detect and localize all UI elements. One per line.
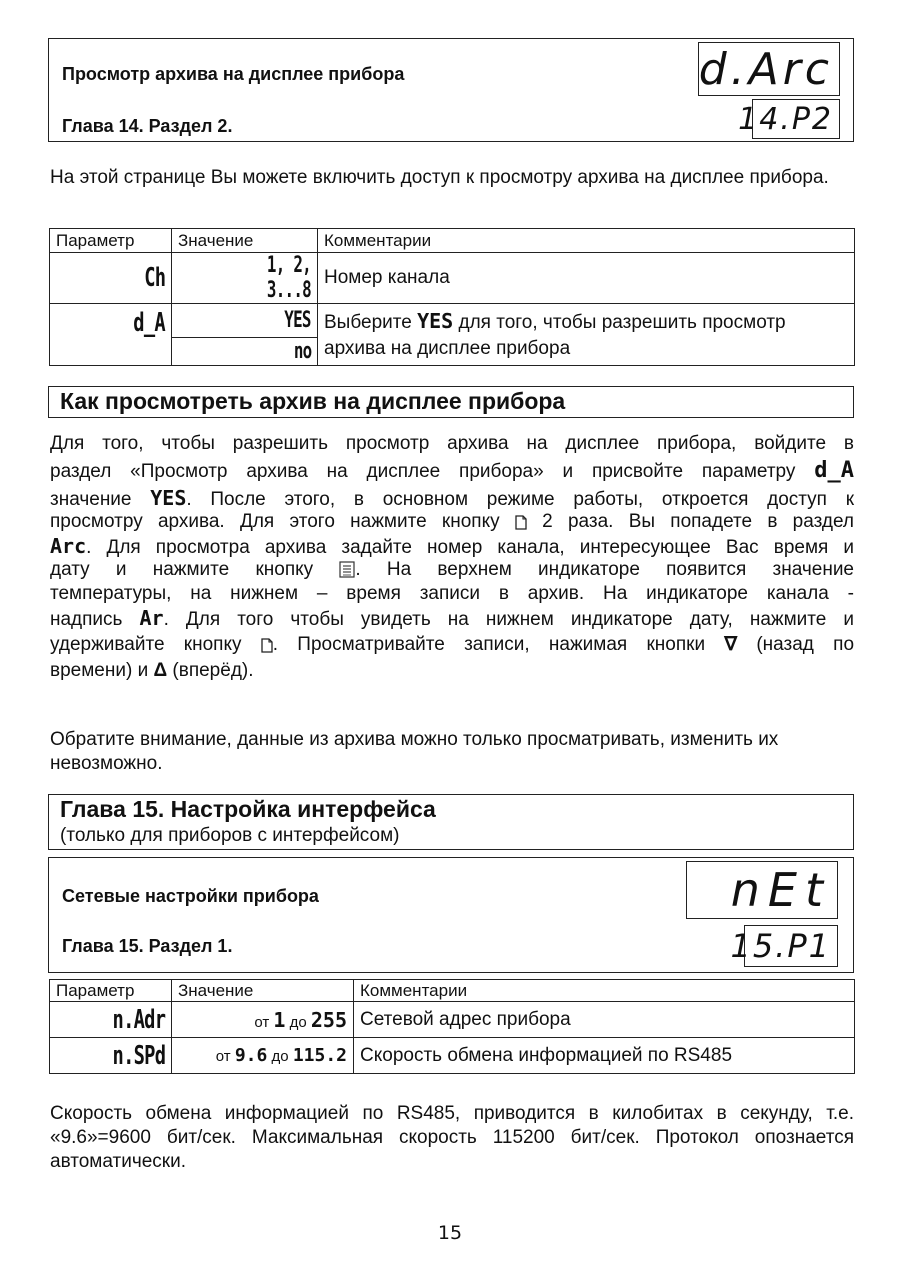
param-comment: Выберите YES для того, чтобы разрешить просмотр архива на дисплее прибора — [318, 304, 855, 366]
table-header-row — [50, 229, 855, 253]
header-comment: Комментарии — [318, 229, 855, 253]
param-value: 1, 2, 3...8 — [266, 253, 311, 303]
param-comment: Сетевой адрес прибора — [354, 1002, 855, 1038]
chapter-label: Глава 14. Раздел 2. — [62, 116, 233, 136]
display-bottom-value: 14.P2 — [738, 101, 833, 137]
param-code: n.Adr — [112, 1004, 165, 1035]
inline-code: Arc — [50, 534, 87, 558]
chapter-label: Глава 15. Раздел 1. — [62, 936, 233, 956]
param-comment: Скорость обмена информацией по RS485 — [354, 1038, 855, 1074]
header-comment: Комментарии — [354, 980, 855, 1002]
inline-code: Ar — [139, 606, 164, 630]
display-bottom-indicator — [738, 99, 840, 139]
inline-code: YES — [150, 486, 187, 510]
file-button-icon — [515, 515, 527, 530]
param-value: no — [293, 339, 311, 364]
param-code: n.SPd — [112, 1040, 165, 1071]
inline-code: YES — [417, 308, 454, 333]
table-row — [50, 1002, 855, 1038]
up-arrow-icon: Δ — [153, 660, 168, 681]
intro-paragraph: На этой странице Вы можете включить доступ к просмотру архива на дисплее прибора. — [50, 167, 829, 188]
header-param: Параметр — [50, 980, 172, 1002]
closing-paragraph: Скорость обмена информацией по RS485, приводится в килобитах в секунду, т.е. «9.6»=9600 бит/сек. Максимальная скорость 115200 бит/сек. Протокол опознается автоматически. — [50, 1103, 854, 1172]
table-row — [50, 1038, 855, 1074]
file-button-icon — [261, 638, 273, 653]
display-top-value: d.Arc — [698, 43, 833, 95]
chapter-title: Глава 15. Настройка интерфейса — [60, 796, 436, 822]
param-comment: Номер канала — [318, 253, 855, 304]
display-top-indicator — [686, 861, 838, 919]
table-row — [50, 253, 855, 304]
display-top-value: nEt — [730, 863, 831, 917]
display-top-indicator — [698, 42, 840, 96]
header-value: Значение — [172, 229, 318, 253]
param-range: от 9.6 до 115.2 — [172, 1038, 354, 1074]
inline-code: d_A — [814, 458, 854, 483]
param-code: Ch — [143, 263, 165, 293]
section-title: Как просмотреть архив на дисплее прибора — [60, 388, 566, 414]
display-bottom-value: 15.P1 — [730, 927, 831, 965]
section-title: Сетевые настройки прибора — [62, 886, 319, 906]
params-table-network — [49, 979, 855, 1074]
display-bottom-indicator — [730, 925, 838, 967]
instructions-paragraph: Для того, чтобы разрешить просмотр архива на дисплее прибора, войдите в раздел «Просмотр архива на дисплее прибора» и присвойте параметру d_A значение YES. После этого, в основном режиме работы, откроется доступ к просмотру архива. Для этого нажмите кнопку 2 раза. Вы попадете в раздел Arc. Для просмотра архива задайте номер канала, интересующее Вас время и дату и нажмите кнопку . На верхнем индикаторе появится значение температуры, на нижнем – время записи в архив. На индикаторе канала - надпись Ar. Для того чтобы увидеть на нижнем индикаторе дату, нажмите и удерживайте кнопку . Просматривайте записи, нажимая кнопки ∇ (назад по времени) и Δ (вперёд). — [50, 433, 855, 681]
header-value: Значение — [172, 980, 354, 1002]
chapter-subtitle: (только для приборов с интерфейсом) — [60, 825, 400, 846]
page-number: 15 — [437, 1222, 463, 1244]
section-title: Просмотр архива на дисплее прибора — [62, 64, 405, 84]
param-code: d_A — [133, 308, 165, 338]
table-row — [50, 304, 855, 338]
param-value: YES — [284, 308, 311, 333]
menu-button-icon — [339, 561, 355, 578]
down-arrow-icon: ∇ — [724, 634, 738, 655]
params-table-archive — [49, 228, 855, 366]
param-range: от 1 до 255 — [172, 1002, 354, 1038]
note-paragraph: Обратите внимание, данные из архива можно только просматривать, изменить их невозможно. — [50, 729, 779, 774]
header-param: Параметр — [50, 229, 172, 253]
table-header-row — [50, 980, 855, 1002]
